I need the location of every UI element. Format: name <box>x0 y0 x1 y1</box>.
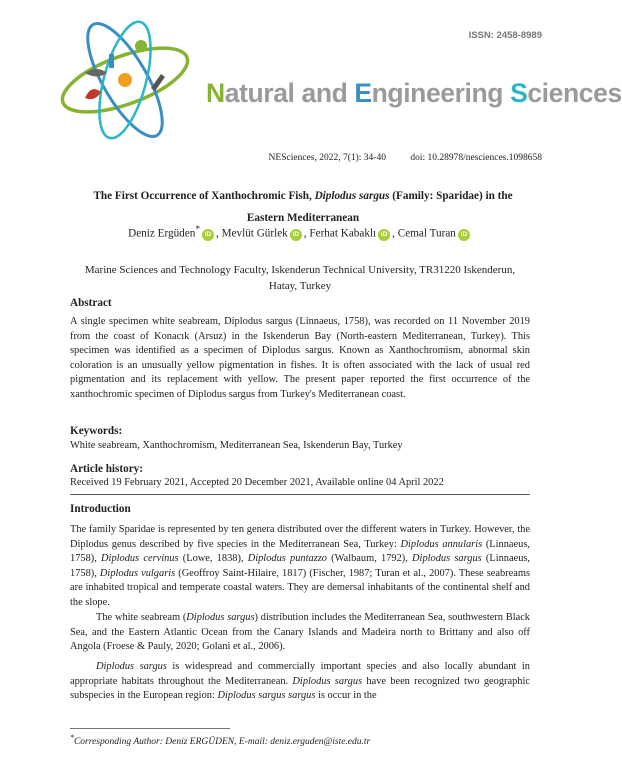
footnote-label: Corresponding Author: Deniz ERGÜDEN, E-mail: <box>73 737 271 748</box>
species-name: Diplodus sargus <box>412 553 482 565</box>
doi[interactable]: doi: 10.28978/nesciences.1098658 <box>410 153 542 163</box>
intro-paragraph-3: Diplodus sargus is widespread and commercially important species and also locally abundant in appropriate habitats throughout the Mediterranean. Diplodus sargus have been recognized two geographic subspecies in the European region: Diplodus sargus sargus is occur in the <box>70 661 530 702</box>
species-name: Diplodus sargus <box>186 612 255 623</box>
divider <box>70 494 530 495</box>
author-name: , Ferhat Kabaklı <box>303 227 377 240</box>
title-part: The First Occurrence of Xanthochromic Fish, <box>93 190 315 202</box>
author-name: , Cemal Turan <box>392 227 456 240</box>
orcid-icon[interactable]: iD <box>378 229 390 241</box>
history-text: Received 19 February 2021, Accepted 20 December 2021, Available online 04 April 2022 <box>70 477 444 488</box>
corresponding-mark: * <box>195 225 200 235</box>
author-list <box>0 225 600 241</box>
orcid-icon[interactable]: iD <box>458 229 470 241</box>
species-name: Diplodus sargus <box>292 675 363 687</box>
journal-letter-n: N <box>206 78 225 108</box>
introduction-heading: Introduction <box>70 503 131 515</box>
article-title <box>88 185 518 229</box>
issn: ISSN: 2458-8989 <box>468 30 542 41</box>
journal-word-ngineering: ngineering <box>371 78 511 108</box>
species-name: Diplodus sargus <box>96 661 167 672</box>
keywords-text: White seabream, Xanthochromism, Mediterranean Sea, Iskenderun Bay, Turkey <box>70 440 403 451</box>
orcid-icon[interactable]: iD <box>202 229 214 241</box>
intro-paragraph-2: The white seabream (Diplodus sargus) distribution includes the Mediterranean Sea, southwestern Black Sea, and the Eastern Atlantic Ocean from the Canary Islands and Madeira north to Brittany and also off Angola (Froese & Pauly, 2020; Golani et al., 2006). <box>70 612 530 653</box>
footnote-email[interactable]: deniz.erguden@iste.edu.tr <box>270 737 371 748</box>
species-name: Diplodus sargus sargus <box>217 690 316 702</box>
orcid-icon[interactable]: iD <box>290 229 302 241</box>
author-name: , Mevlüt Gürlek <box>216 227 288 240</box>
title-part: (Family: Sparidae) in the Eastern Mediterranean <box>246 190 513 224</box>
author-name: Deniz Ergüden <box>128 227 196 240</box>
species-name: Diplodus vulgaris <box>99 567 176 579</box>
citation: NESciences, 2022, 7(1): 34-40 <box>268 153 386 163</box>
journal-name <box>206 78 622 109</box>
journal-word-atural: atural and <box>224 78 355 108</box>
journal-letter-s: S <box>510 78 528 108</box>
journal-logo <box>55 18 195 143</box>
abstract-heading: Abstract <box>70 297 112 309</box>
species-name: Diplodus annularis <box>400 538 483 550</box>
footnote-divider <box>70 728 230 729</box>
intro-paragraph-1: The family Sparidae is represented by ten genera distributed over the different waters in Turkey. However, the Diplodus genus described by five species in the Mediterranean Sea, Turkey: Diplodus annularis (Linnaeus, 1758), Diplodus cervinus (Lowe, 1838), Diplodus puntazzo (Walbaum, 1792), Diplodus sargus (Linnaeus, 1758), Diplodus vulgaris (Geoffroy Saint-Hilaire, 1817) (Fischer, 1987; Turan et al., 2007). These seabreams are inhabited tropical and temperate coastal waters. They are demersal inhabitants of the continental shelf and the slope. <box>70 524 531 608</box>
journal-letter-e: E <box>354 78 372 108</box>
history-heading: Article history: <box>70 463 144 475</box>
journal-word-ciences: ciences <box>527 78 622 108</box>
citation-line <box>269 153 542 163</box>
abstract-text: A single specimen white seabream, Diplodus sargus (Linnaeus, 1758), was recorded on 11 November 2019 from the coast of Konacık (Arsuz) in the Iskenderun Bay (North-eastern Mediterranean, Turkey). This specimen was identified as a specimen of Diplodus sargus. Known as Xanthochromism, abnormal skin coloration is an unusually yellow pigmentation in fishes. It is often associated with the lack of usual red pigmentation and its replacement with yellow. The present paper reported the first occurrence of the xanthochromic specimen of Diplodus sargus from Turkey's Mediterranean coast. <box>70 316 530 400</box>
species-name: Diplodus puntazzo <box>247 553 327 565</box>
title-species: Diplodus sargus <box>314 190 390 202</box>
footnote <box>70 733 370 747</box>
species-name: Diplodus cervinus <box>101 553 179 565</box>
footnote-mark: * <box>70 733 74 742</box>
affiliation: Marine Sciences and Technology Faculty, Iskenderun Technical University, TR31220 Iskenderun, Hatay, Turkey <box>84 264 516 292</box>
keywords-heading: Keywords: <box>70 425 123 437</box>
